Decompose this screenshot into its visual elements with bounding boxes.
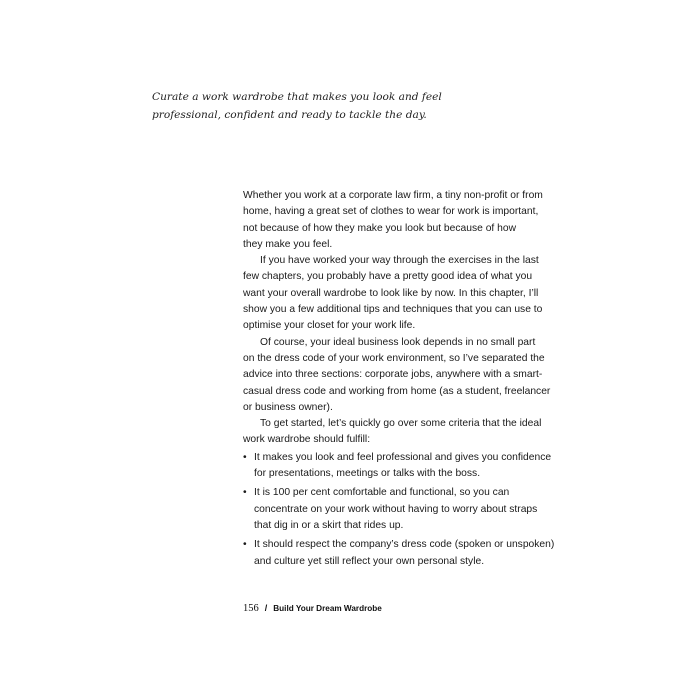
text-line: advice into three sections: corporate jobs, anywhere with a smart- xyxy=(243,369,543,381)
text-line: show you a few additional tips and techniques that you can use to xyxy=(243,304,543,316)
text-line: home, having a great set of clothes to wear for work is important, xyxy=(243,206,539,218)
paragraph xyxy=(243,188,561,253)
bullet-icon: • xyxy=(243,487,247,499)
paragraph xyxy=(243,253,561,334)
list-item xyxy=(243,450,561,483)
bullet-icon: • xyxy=(243,539,247,551)
page-number: 156 xyxy=(243,603,259,614)
text-line: If you have worked your way through the exercises in the last xyxy=(260,255,539,267)
epigraph-line: professional, confident and ready to tackle the day. xyxy=(152,109,427,121)
paragraph xyxy=(243,416,561,449)
text-line: It makes you look and feel professional and gives you confidence xyxy=(254,451,552,463)
text-line: work wardrobe should fulfill: xyxy=(243,434,371,446)
text-line: that dig in or a skirt that rides up. xyxy=(254,519,404,531)
text-line: want your overall wardrobe to look like by now. In this chapter, I’ll xyxy=(243,287,539,299)
page-footer xyxy=(243,598,382,616)
epigraph-line: Curate a work wardrobe that makes you look and feel xyxy=(152,91,442,103)
text-line: Whether you work at a corporate law firm, a tiny non-profit or from xyxy=(243,190,543,201)
list-item xyxy=(243,537,561,570)
text-line: It is 100 per cent comfortable and functional, so you can xyxy=(254,487,510,499)
text-line: or business owner). xyxy=(243,401,333,413)
running-title: Build Your Dream Wardrobe xyxy=(273,604,382,613)
chapter-epigraph xyxy=(152,88,452,124)
paragraph xyxy=(243,335,561,416)
text-line: concentrate on your work without having to worry about straps xyxy=(254,503,538,515)
text-line: casual dress code and working from home (as a student, freelancer xyxy=(243,385,551,397)
text-line: and culture yet still reflect your own personal style. xyxy=(254,555,485,567)
body-text xyxy=(243,188,561,570)
list-item xyxy=(243,485,561,534)
text-line: optimise your closet for your work life. xyxy=(243,320,416,332)
text-line: for presentations, meetings or talks with the boss. xyxy=(254,468,481,480)
text-line: It should respect the company’s dress code (spoken or unspoken) xyxy=(254,539,555,551)
text-line: they make you feel. xyxy=(243,238,333,250)
text-line: not because of how they make you look but because of how xyxy=(243,222,517,234)
text-line: Of course, your ideal business look depends in no small part xyxy=(260,336,536,348)
text-line: To get started, let’s quickly go over some criteria that the ideal xyxy=(260,418,542,430)
text-line: on the dress code of your work environment, so I’ve separated the xyxy=(243,352,545,364)
bullet-icon: • xyxy=(243,451,247,463)
footer-separator: / xyxy=(264,603,268,613)
bullet-list xyxy=(243,450,561,570)
text-line: few chapters, you probably have a pretty good idea of what you xyxy=(243,271,533,283)
